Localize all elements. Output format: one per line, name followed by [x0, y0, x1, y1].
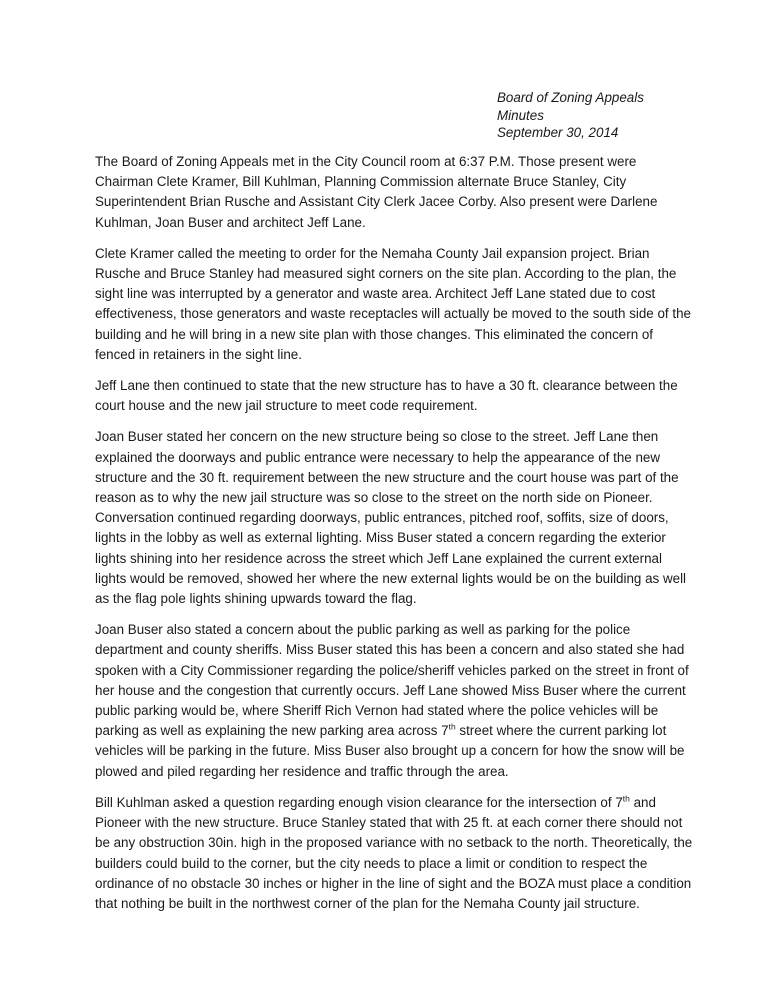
ordinal-suffix: th — [622, 793, 630, 804]
paragraph-vision-text-b: and Pioneer with the new structure. Bruce Stanley stated that with 25 ft. at each corner there should not be any obstruction 30in. high in the proposed variance with no setback to the north. Theoretically, the builders could build to the corner, but the city needs to place a limit or condition to respect the ordinance of no obstacle 30 inches or higher in the line of sight and the BOZA must place a condition that nothing be built in the northwest corner of the plan for the Nemaha County jail structure. — [95, 794, 693, 911]
ordinal-suffix: th — [448, 721, 456, 732]
header-date: September 30, 2014 — [497, 125, 619, 140]
header-doc-type: Minutes — [497, 107, 544, 123]
paragraph-buser-concern: Joan Buser stated her concern on the new structure being so close to the street. Jeff Lane then explained the doorways and public entrance were necessary to help the appearance of the new structure and the 30 ft. requirement between the new structure and the court house was part of the reason as to why the new jail structure was so close to the street on the north side on Pioneer. Conversation continued regarding doorways, public entrances, pitched roof, soffits, size of doors, lights in the lobby as well as external lighting. Miss Buser stated a concern regarding the exterior lights shining into her residence across the street which Jeff Lane explained the current external lights would be removed, showed her where the new external lights would be on the building as well as the flag pole lights shining upwards toward the flag. — [95, 429, 687, 607]
document-header — [497, 89, 644, 142]
paragraph-vision-text-a: Bill Kuhlman asked a question regarding enough vision clearance for the intersection of 7 — [95, 794, 623, 810]
minutes-body — [95, 152, 693, 925]
paragraph-clearance: Jeff Lane then continued to state that the new structure has to have a 30 ft. clearance between the court house and the new jail structure to meet code requirement. — [95, 378, 678, 414]
paragraph-call-to-order: Clete Kramer called the meeting to order for the Nemaha County Jail expansion project. Brian Rusche and Bruce Stanley had measured sight corners on the site plan. According to the plan, the sight line was interrupted by a generator and waste area. Architect Jeff Lane stated due to cost effectiveness, those generators and waste receptacles will actually be moved to the south side of the building and he will bring in a new site plan with those changes. This eliminated the concern of fenced in retainers in the sight line. — [95, 245, 691, 362]
paragraph-parking-text-b: street where the current parking lot vehicles will be parking in the future. Miss Buser also brought up a concern for how the snow will be plowed and piled regarding her residence and traffic through the area. — [95, 723, 685, 779]
paragraph-attendance: The Board of Zoning Appeals met in the City Council room at 6:37 P.M. Those present were Chairman Clete Kramer, Bill Kuhlman, Planning Commission alternate Bruce Stanley, City Superintendent Brian Rusche and Assistant City Clerk Jacee Corby. Also present were Darlene Kuhlman, Joan Buser and architect Jeff Lane. — [95, 154, 658, 230]
paragraph-vision-clearance — [95, 793, 693, 914]
paragraph-parking-text-a: Joan Buser also stated a concern about the public parking as well as parking for the police department and county sheriffs. Miss Buser stated this has been a concern and also stated she had spoken with a City Commissioner regarding the police/sheriff vehicles parked on the street in front of her house and the congestion that currently occurs. Jeff Lane showed Miss Buser where the current public parking would be, where Sheriff Rich Vernon had stated where the police vehicles will be parking as well as explaining the new parking area across 7 — [95, 622, 689, 739]
paragraph-parking — [95, 620, 693, 782]
header-board-name: Board of Zoning Appeals — [497, 90, 644, 105]
